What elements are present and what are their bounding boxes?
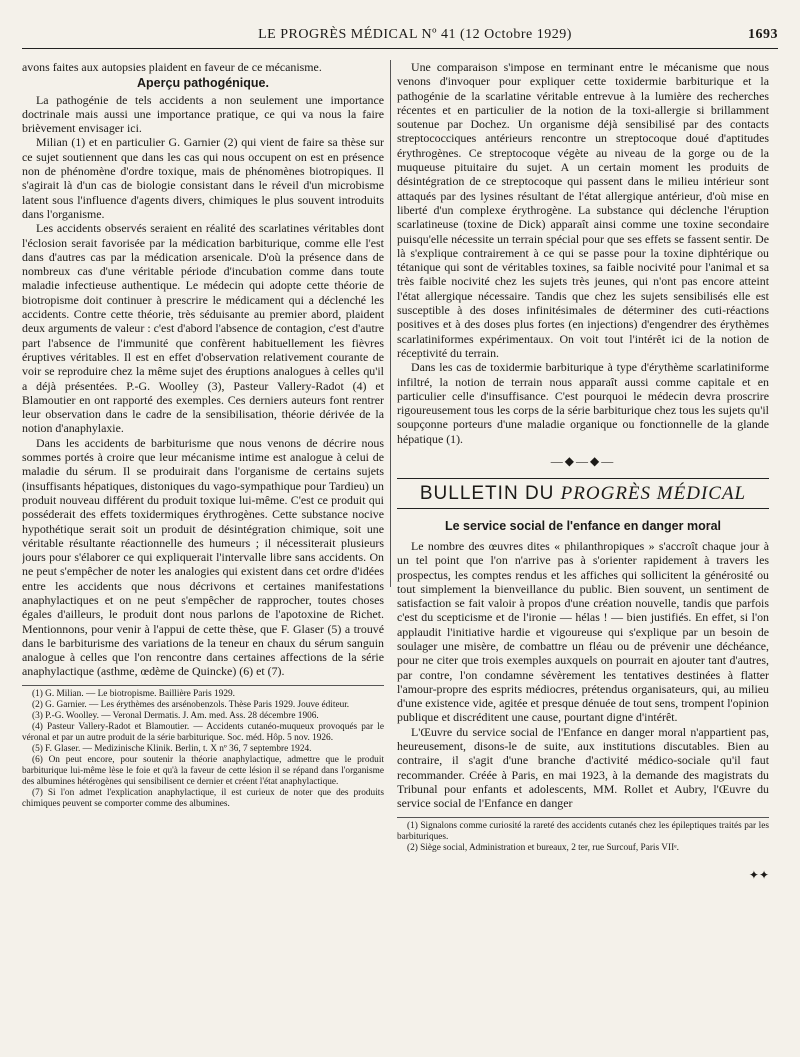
continued-paragraph: avons faites aux autopsies plaident en faveur de ce mécanisme. bbox=[22, 60, 322, 74]
footnotes bbox=[397, 817, 769, 854]
paragraph: Dans les accidents de barbiturisme que nous venons de décrire nous sommes portés à croire que leur mécanisme intime est analogue à celui de maladie du sérum. Il se produirait dans l'organisme de certains sujets (insuffisants hépatiques, distoniques du vago-sympathique pour Tardieu) un produit nouveau différent du produit toxique lui-même. C'est ce produit qui posséderait des effets toxidermiques érythrogènes. Cette substance nocive hypothétique serait soit un produit de désintégration chimique, soit une véritable résultante réactionnelle des humeurs ; il nécessiterait plusieurs jours pour s'élaborer ce qui expliquerait l'intervalle libre sans accidents. On ne peut s'empêcher de noter les analogies qui existent dans cet ordre d'idées entre les accidents que nous décrivons et certaines manifestations anaphylactiques et on ne peut s'empêcher de rapprocher, toutes choses égales d'ailleurs, le produit dont nous parlons de l'apotoxine de Richet. Mentionnons, pour venir à l'appui de cette thèse, que F. Glaser (5) a trouvé dans le barbiturisme des variations de la teneur en chaux du sérum sanguin analogue à celles que l'on rencontre dans certaines affections de la série anaphylactique (asthme, œdème de Quincke) (6) et (7). bbox=[22, 435, 384, 679]
right-column bbox=[397, 60, 769, 1037]
paragraph: Dans les cas de toxidermie barbiturique à type d'érythème scarlatiniforme infiltré, la notion de terrain nous apparaît aussi comme capitale et en particulier celle d'insuffisance. C'est pourquoi le médecin devra proscrire rigoureusement tous les corps de la série barbiturique chez tous les sujets qu'il soupçonne porteurs d'une maladie organique ou fonctionnelle de la glande hépatique (1). bbox=[397, 360, 769, 446]
bulletin-prefix: BULLETIN DU bbox=[419, 483, 555, 505]
ornament-divider: —◆—◆— bbox=[550, 454, 616, 469]
paragraph: Le nombre des œuvres dites « philanthropiques » s'accroît chaque jour à un tel point que l'on n'arrive pas à s'orienter rapidement à travers les prospectus, les comptes rendus et les affiches qui sollicitent la générosité ou tout simplement la bienveillance du public. Bien souvent, un sentiment de satisfaction se fait valoir à propos d'une création nouvelle, tandis que parfois c'est du scepticisme et de l'ironie — hélas ! — bien justifiés. En effet, si l'on applaudit l'initiative hardie et vigoureuse qui s'explique par un besoin de soulager une misère, de combattre un fléau ou de prévenir une déchéance, pour ne citer que trois exemples auxquels on pourrait en ajouter tant d'autres, par contre, l'on condamne sévèrement les tentatives destinées à flatter l'amour-propre des esprits médiocres, prétendus organisateurs, qui, au milieu d'une existence vide, agitée et presque dénuée de tout sens, trompent l'opinion publique et discréditent une cause, pourtant digne d'intérêt. bbox=[397, 538, 769, 725]
page-header bbox=[22, 22, 778, 49]
footnote: (3) P.-G. Woolley. — Veronal Dermatis. J. Am. med. Ass. 28 décembre 1906. bbox=[32, 710, 319, 721]
footnote: (2) Siège social, Administration et bureaux, 2 ter, rue Surcouf, Paris VIIᵉ. bbox=[407, 842, 679, 853]
section-title: Aperçu pathogénique. bbox=[137, 76, 269, 91]
footnote: (1) Signalons comme curiosité la rareté des accidents cutanés chez les épileptiques traités par les barbituriques. bbox=[397, 820, 769, 842]
paragraph: La pathogénie de tels accidents a non seulement une importance doctrinale mais aussi une importance pratique, ce qui va nous la faire brièvement envisager ici. bbox=[22, 92, 384, 136]
paragraph: Une comparaison s'impose en terminant entre le mécanisme que nous venons d'invoquer pour expliquer cette toxidermie barbiturique et la pathogénie de la scarlatine véritable entrevue à la lumière des recherches récentes et en particulier de la notion de la toxi-allergie si brillamment soutenue par Dochez. Un organisme déjà sensibilisé par des contacts streptococciques antérieurs rencontre un streptocoque doué d'aptitudes érythrogènes. Ce streptocoque végète au niveau de la gorge ou de la muqueuse pituitaire du sujet. A un certain moment les produits de désintégration de ce streptocoque qui passent dans le milieu intérieur sont attaqués par des lysines résultant de l'état allergique antérieur, d'où mise en liberté d'un complexe érythrogène. La substance qui déclenche l'éruption scarlatineuse (toxine de Dick) apparaît ainsi comme une toxine secondaire puisqu'elle nécessite un terrain spécial pour que ses effets se fassent sentir. De là s'explique contrairement à ce qui se passe pour la toxine diphtérique ou tétanique qui sont de véritables toxines, sa faible nocivité pour l'animal et sa très faible nocivité chez les sujets très jeunes, qui n'ont pas encore atteint l'état allergique nécessaire. Tandis que chez les sujets sensibilisés elle est susceptible à des doses infinitésimales de déterminer des cuti-réactions positives et à des doses plus fortes (en injections) d'engendrer des érythèmes scarlatiniformes expérimentaux. On voit tout l'intérêt ici de la notion de réceptivité du terrain. bbox=[397, 60, 769, 360]
column-divider bbox=[390, 60, 391, 587]
bulletin-script-title: PROGRÈS MÉDICAL bbox=[560, 483, 747, 505]
running-title: LE PROGRÈS MÉDICAL Nº 41 (12 Octobre 1929) bbox=[258, 27, 572, 42]
footnote: (4) Pasteur Vallery-Radot et Blamoutier. — Accidents cutanéo-muqueux provoqués par le véronal et par un autre produit de la série barbiturique. Soc. méd. Hôp. 5 nov. 1926. bbox=[22, 721, 384, 743]
paragraph: L'Œuvre du service social de l'Enfance en danger moral n'appartient pas, heureusement, disons-le de suite, aux institutions discutables. Bien au contraire, il s'agit d'une branche d'activité médico-sociale qu'il faut recommander. Créée à Paris, en mai 1923, à la demande des magistrats du Tribunal pour enfants et adolescents, MM. Rollet et Aubry, l'Œuvre du service social de l'Enfance en danger bbox=[397, 724, 769, 811]
end-ornament: ✦✦ bbox=[748, 867, 769, 882]
footnote: (2) G. Garnier. — Les érythèmes des arsénobenzols. Thèse Paris 1929. Jouve éditeur. bbox=[32, 699, 350, 710]
bulletin-heading bbox=[397, 478, 769, 508]
footnote: (6) On peut encore, pour soutenir la théorie anaphylactique, admettre que le produit barbiturique lui-même lèse le foie et qu'à la faveur de cette lésion il se répand dans l'organisme des albumines hétérogènes qui sensibilisent ce dernier et créent l'état anaphylactique. bbox=[22, 754, 384, 787]
article-title: Le service social de l'enfance en danger moral bbox=[444, 518, 721, 533]
footnote: (5) F. Glaser. — Medizinische Klinik. Berlin, t. X nº 36, 7 septembre 1924. bbox=[32, 743, 312, 754]
paragraph: Milian (1) et en particulier G. Garnier (2) qui vient de faire sa thèse sur ce sujet soutiennent que dans les cas qui nous occupent on est en présence non de phénomène d'ordre toxique, mais de phénomènes biotropiques. Il s'agirait là d'un cas de biologie consistant dans le réveil d'un microbisme latent sous l'influence d'agents divers, chimiques le plus souvent introduits dans l'organisme. bbox=[22, 135, 384, 221]
paragraph: Les accidents observés seraient en réalité des scarlatines véritables dont l'éclosion serait favorisée par la médication barbiturique, comme elle l'est dans d'autres cas par la médication arsenicale. D'où la présence dans de nombreux cas d'une véritable période d'incubation comme dans toute maladie infectieuse authentique. Le médecin qui adopte cette théorie de biotropisme doit continuer à prescrire le médicament qui a déclenché les accidents. Contre cette théorie, très séduisante au premier abord, plaident deux arguments de valeur : c'est d'abord l'absence de contagion, c'est d'autre part l'absence de l'immunité que confèrent habituellement les fièvres éruptives véritables. Il est en effet d'observation relativement courante de voir se reproduire chez la même sujet des éruptions analogues à celles qu'il a déjà présentées. P.-G. Woolley (3), Pasteur Vallery-Radot (4) et Blamoutier en ont rapporté des exemples. Ces derniers auteurs font rentrer leur observation dans le cadre de la sensibilisation, théorie dérivée de la notion d'anaphylaxie. bbox=[22, 221, 384, 436]
left-column bbox=[22, 60, 384, 1037]
footnote: (7) Si l'on admet l'explication anaphylactique, il est curieux de noter que des produits chimiques peuvent se comporter comme des albumines. bbox=[22, 787, 384, 809]
footnotes bbox=[22, 685, 384, 810]
page-number: 1693 bbox=[748, 27, 778, 42]
footnote: (1) G. Milian. — Le biotropisme. Baillière Paris 1929. bbox=[32, 688, 235, 699]
